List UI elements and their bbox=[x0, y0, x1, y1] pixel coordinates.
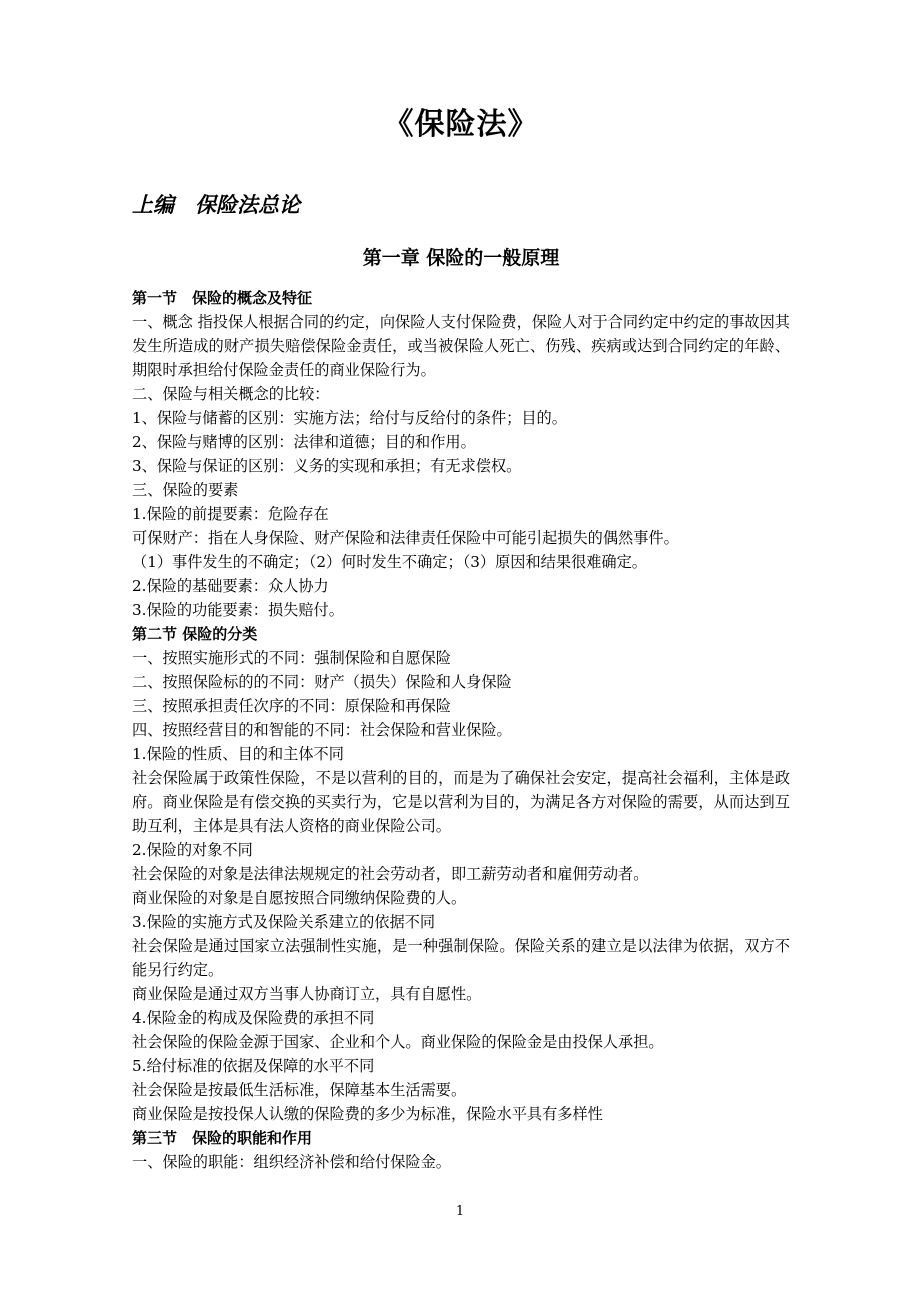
body-line: 社会保险是按最低生活标准，保障基本生活需要。 bbox=[132, 1081, 467, 1099]
body-line: 可保财产：指在人身保险、财产保险和法律责任保险中可能引起损失的偶然事件。 bbox=[132, 529, 679, 547]
body-line: 社会保险是通过国家立法强制性实施，是一种强制保险。保险关系的建立是以法律为依据，双方不能另行约定。 bbox=[132, 937, 790, 979]
document-content bbox=[132, 0, 790, 1174]
body-line: 2、保险与赌博的区别：法律和道德；目的和作用。 bbox=[132, 433, 476, 451]
body-line: 四、按照经营目的和智能的不同：社会保险和营业保险。 bbox=[132, 721, 512, 739]
body-line: 一、按照实施形式的不同：强制保险和自愿保险 bbox=[132, 649, 451, 667]
document-title: 《保险法》 bbox=[383, 107, 539, 142]
page-number: 1 bbox=[455, 1204, 465, 1219]
body-line: 1.保险的前提要素：危险存在 bbox=[132, 505, 329, 523]
body-line: 2.保险的基础要素：众人协力 bbox=[132, 577, 329, 595]
body-line: 5.给付标准的依据及保障的水平不同 bbox=[132, 1057, 375, 1075]
body-line: 一、保险的职能：组织经济补偿和给付保险金。 bbox=[132, 1153, 451, 1171]
body-line: 4.保险金的构成及保险费的承担不同 bbox=[132, 1009, 375, 1027]
body-line: 一、概念 指投保人根据合同的约定，向保险人支付保险费，保险人对于合同约定中约定的事故因其发生所造成的财产损失赔偿保险金责任，或当被保险人死亡、伤残、疾病或达到合同约定的年龄、期限时承担给付保险金责任的商业保险行为。 bbox=[132, 313, 790, 379]
body-line: 二、保险与相关概念的比较： bbox=[132, 385, 330, 403]
body-line: 二、按照保险标的的不同：财产（损失）保险和人身保险 bbox=[132, 673, 512, 691]
body-line: 商业保险的对象是自愿按照合同缴纳保险费的人。 bbox=[132, 889, 467, 907]
body-line: 三、保险的要素 bbox=[132, 481, 239, 499]
section-heading-1: 第一节 保险的概念及特征 bbox=[132, 289, 313, 307]
part-heading: 上编 保险法总论 bbox=[132, 192, 300, 217]
chapter-heading: 第一章 保险的一般原理 bbox=[362, 247, 560, 269]
body-line: 社会保险属于政策性保险，不是以营利的目的，而是为了确保社会安定，提高社会福利，主体是政府。商业保险是有偿交换的买卖行为，它是以营利为目的，为满足各方对保险的需要，从而达到互助互利，主体是具有法人资格的商业保险公司。 bbox=[132, 769, 790, 835]
document-body bbox=[132, 286, 790, 1174]
body-line: 1.保险的性质、目的和主体不同 bbox=[132, 745, 344, 763]
body-line: 3、保险与保证的区别：义务的实现和承担；有无求偿权。 bbox=[132, 457, 522, 475]
body-line: 3.保险的功能要素：损失赔付。 bbox=[132, 601, 344, 619]
body-line: （1）事件发生的不确定；（2）何时发生不确定；（3）原因和结果很难确定。 bbox=[132, 553, 647, 571]
body-line: 3.保险的实施方式及保险关系建立的依据不同 bbox=[132, 913, 436, 931]
body-line: 1、保险与储蓄的区别：实施方法；给付与反给付的条件；目的。 bbox=[132, 409, 567, 427]
body-line: 社会保险的对象是法律法规规定的社会劳动者，即工薪劳动者和雇佣劳动者。 bbox=[132, 865, 649, 883]
body-line: 社会保险的保险金源于国家、企业和个人。商业保险的保险金是由投保人承担。 bbox=[132, 1033, 664, 1051]
section-heading-3: 第三节 保险的职能和作用 bbox=[132, 1129, 313, 1147]
body-line: 商业保险是按投保人认缴的保险费的多少为标准，保险水平具有多样性 bbox=[132, 1105, 603, 1123]
body-line: 三、按照承担责任次序的不同：原保险和再保险 bbox=[132, 697, 451, 715]
body-line: 2.保险的对象不同 bbox=[132, 841, 253, 859]
body-line: 商业保险是通过双方当事人协商订立，具有自愿性。 bbox=[132, 985, 482, 1003]
section-heading-2: 第二节 保险的分类 bbox=[132, 625, 258, 643]
